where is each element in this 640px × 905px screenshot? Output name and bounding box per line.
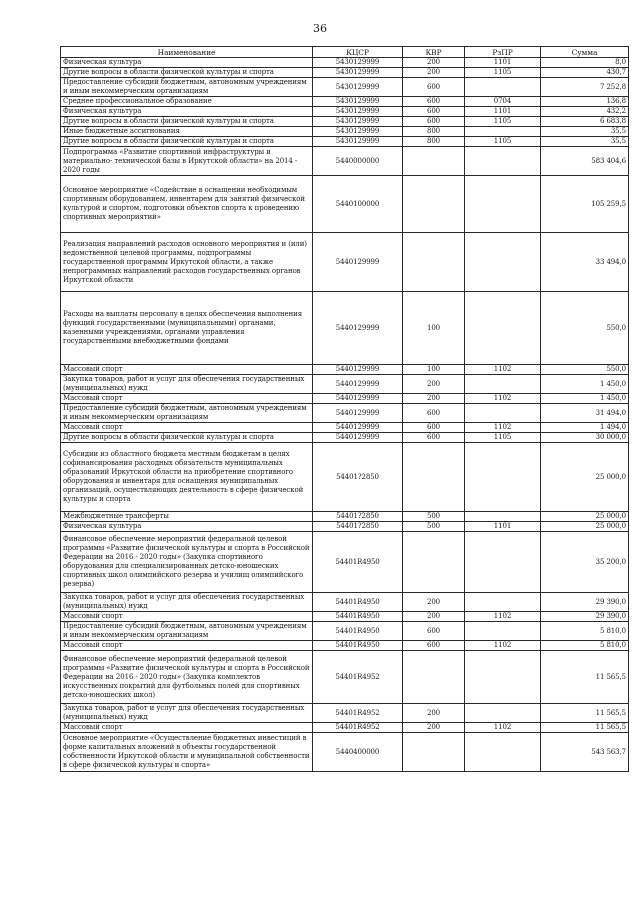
cell-kvr: 200 [403,612,465,622]
cell-name: Финансовое обеспечение мероприятий федеральной целевой программы «Развитие физической культуры и спорта в Российской Федерации на 2016 - 2020 годы» (Закупка комплектов искусственных покрытий для футбольных полей для спортивных детско-юношеских школ) [61,651,313,704]
cell-sum: 550,0 [541,292,629,365]
cell-rz [465,532,541,593]
cell-code: 54401R4950 [313,622,403,641]
cell-kvr: 200 [403,723,465,733]
cell-code: 5440129999 [313,292,403,365]
cell-rz: 1101 [465,58,541,68]
cell-rz: 1102 [465,641,541,651]
cell-code: 54401?2850 [313,512,403,522]
cell-rz: 1101 [465,107,541,117]
table-row [61,593,629,612]
cell-sum: 11 565,5 [541,651,629,704]
table-row [61,147,629,176]
table-row [61,375,629,394]
cell-sum: 30 000,0 [541,433,629,443]
cell-rz [465,733,541,772]
cell-kvr [403,651,465,704]
cell-sum: 35 200,0 [541,532,629,593]
table-row [61,723,629,733]
cell-sum: 25 000,0 [541,443,629,512]
cell-kvr: 200 [403,58,465,68]
cell-rz [465,292,541,365]
cell-code: 5430129999 [313,78,403,97]
cell-kvr: 500 [403,522,465,532]
budget-table [60,46,629,772]
cell-rz: 1102 [465,612,541,622]
table-row [61,512,629,522]
table-row [61,97,629,107]
cell-name: Другие вопросы в области физической культуры и спорта [61,68,313,78]
cell-rz: 1102 [465,365,541,375]
cell-rz [465,512,541,522]
table-row [61,58,629,68]
cell-sum: 1 494,0 [541,423,629,433]
cell-kvr: 500 [403,512,465,522]
cell-code: 5440129999 [313,375,403,394]
table-row [61,433,629,443]
cell-sum: 6 683,8 [541,117,629,127]
table-row [61,107,629,117]
table-row [61,292,629,365]
cell-kvr [403,147,465,176]
cell-rz: 0704 [465,97,541,107]
cell-name: Среднее профессиональное образование [61,97,313,107]
cell-code: 5440000000 [313,147,403,176]
cell-rz [465,233,541,292]
table-row [61,394,629,404]
cell-rz [465,704,541,723]
cell-name: Массовый спорт [61,423,313,433]
table-row [61,443,629,512]
cell-kvr: 600 [403,97,465,107]
cell-kvr [403,176,465,233]
cell-kvr: 200 [403,394,465,404]
cell-name: Закупка товаров, работ и услуг для обеспечения государственных (муниципальных) нужд [61,375,313,394]
cell-rz [465,443,541,512]
cell-name: Предоставление субсидий бюджетным, автономным учреждениям и иным некоммерческим организациям [61,622,313,641]
cell-sum: 583 404,6 [541,147,629,176]
cell-code: 5430129999 [313,127,403,137]
page-number: 36 [313,22,327,35]
cell-sum: 5 810,0 [541,622,629,641]
cell-kvr [403,733,465,772]
table-row [61,522,629,532]
cell-kvr: 600 [403,622,465,641]
cell-rz: 1105 [465,117,541,127]
cell-kvr: 600 [403,641,465,651]
cell-name: Массовый спорт [61,394,313,404]
cell-code: 5440129999 [313,404,403,423]
table-header-row [61,47,629,58]
cell-kvr [403,532,465,593]
cell-code: 54401R4952 [313,651,403,704]
cell-name: Предоставление субсидий бюджетным, автономным учреждениям и иным некоммерческим организациям [61,404,313,423]
cell-name: Субсидии из областного бюджета местным бюджетам в целях софинансирования расходных обязательств муниципальных образований Иркутской области на приобретение спортивного оборудования и инвентаря для оснащения муниципальных организаций, осуществляющих деятельность в сфере физической культуры и спорта [61,443,313,512]
cell-name: Реализация направлений расходов основного мероприятия и (или) ведомственной целевой программы, подпрограммы государственной программы Иркутской области, а также непрограммных направлений расходов государственных органов Иркутской области [61,233,313,292]
cell-sum: 11 565,5 [541,723,629,733]
cell-sum: 432,2 [541,107,629,117]
cell-code: 54401R4952 [313,723,403,733]
cell-rz: 1102 [465,423,541,433]
cell-name: Массовый спорт [61,612,313,622]
cell-code: 5440129999 [313,365,403,375]
cell-kvr: 200 [403,704,465,723]
cell-rz [465,147,541,176]
cell-code: 54401?2850 [313,443,403,512]
table-row [61,641,629,651]
cell-sum: 8,0 [541,58,629,68]
cell-sum: 33 494,0 [541,233,629,292]
cell-name: Предоставление субсидий бюджетным, автономным учреждениям и иным некоммерческим организациям [61,78,313,97]
table-row [61,532,629,593]
cell-code: 5430129999 [313,97,403,107]
cell-rz: 1102 [465,723,541,733]
cell-rz [465,404,541,423]
header-name: Наименование [61,47,313,58]
cell-sum: 1 450,0 [541,394,629,404]
cell-name: Финансовое обеспечение мероприятий федеральной целевой программы «Развитие физической культуры и спорта в Российской Федерации на 2016 - 2020 годы» (Закупка спортивного оборудования для специализированных детско-юношеских спортивных школ олимпийского резерва и училищ олимпийского резерва) [61,532,313,593]
cell-code: 5440129999 [313,423,403,433]
cell-kvr: 600 [403,107,465,117]
cell-name: Закупка товаров, работ и услуг для обеспечения государственных (муниципальных) нужд [61,593,313,612]
cell-code: 5440129999 [313,433,403,443]
table-row [61,733,629,772]
cell-rz [465,651,541,704]
table-row [61,117,629,127]
cell-name: Основное мероприятие «Содействие в оснащении необходимым спортивным оборудованием, инвентарем для занятий физической культурой и спортом, подготовки объектов спорта к проведению спортивных мероприятий» [61,176,313,233]
cell-name: Физическая культура [61,58,313,68]
cell-kvr: 600 [403,433,465,443]
cell-kvr: 100 [403,292,465,365]
cell-name: Основное мероприятие «Осуществление бюджетных инвестиций в форме капитальных вложений в объекты государственной собственности Иркутской области и муниципальной собственности в сфере физической культуры и спорта» [61,733,313,772]
table-row [61,651,629,704]
cell-kvr: 600 [403,423,465,433]
cell-kvr: 800 [403,137,465,147]
cell-code: 54401R4950 [313,532,403,593]
cell-rz [465,375,541,394]
cell-name: Межбюджетные трансферты [61,512,313,522]
cell-rz [465,622,541,641]
cell-code: 5430129999 [313,68,403,78]
cell-sum: 25 000,0 [541,512,629,522]
cell-kvr: 600 [403,78,465,97]
cell-rz: 1105 [465,68,541,78]
table-row [61,233,629,292]
cell-rz: 1105 [465,137,541,147]
cell-rz [465,78,541,97]
cell-code: 5430129999 [313,58,403,68]
cell-code: 5440400000 [313,733,403,772]
cell-name: Физическая культура [61,107,313,117]
cell-code: 5430129999 [313,137,403,147]
cell-sum: 7 252,8 [541,78,629,97]
cell-kvr: 600 [403,404,465,423]
cell-rz: 1101 [465,522,541,532]
cell-kvr [403,233,465,292]
table-row [61,137,629,147]
cell-name: Расходы на выплаты персоналу в целях обеспечения выполнения функций государственными (муниципальными) органами, казенными учреждениями, органами управления государственными внебюджетными фондами [61,292,313,365]
cell-code: 54401?2850 [313,522,403,532]
table-row [61,68,629,78]
cell-kvr [403,443,465,512]
cell-code: 5440129999 [313,394,403,404]
cell-kvr: 800 [403,127,465,137]
cell-code: 5440100000 [313,176,403,233]
cell-sum: 31 494,0 [541,404,629,423]
table-row [61,127,629,137]
table-row [61,423,629,433]
cell-name: Другие вопросы в области физической культуры и спорта [61,137,313,147]
cell-name: Иные бюджетные ассигнования [61,127,313,137]
cell-name: Закупка товаров, работ и услуг для обеспечения государственных (муниципальных) нужд [61,704,313,723]
cell-rz [465,127,541,137]
cell-name: Массовый спорт [61,365,313,375]
cell-sum: 1 450,0 [541,375,629,394]
table-row [61,622,629,641]
header-kvr: КВР [403,47,465,58]
cell-rz: 1105 [465,433,541,443]
cell-kvr: 200 [403,593,465,612]
cell-rz: 1102 [465,394,541,404]
cell-kvr: 100 [403,365,465,375]
cell-kvr: 200 [403,68,465,78]
cell-rz [465,593,541,612]
cell-code: 54401R4950 [313,593,403,612]
cell-sum: 29 390,0 [541,593,629,612]
header-code: КЦСР [313,47,403,58]
cell-kvr: 600 [403,117,465,127]
cell-code: 54401R4950 [313,641,403,651]
cell-code: 5440129999 [313,233,403,292]
header-rz: РзПР [465,47,541,58]
cell-rz [465,176,541,233]
cell-code: 5430129999 [313,117,403,127]
cell-code: 54401R4950 [313,612,403,622]
cell-code: 54401R4952 [313,704,403,723]
cell-sum: 35,5 [541,137,629,147]
cell-name: Другие вопросы в области физической культуры и спорта [61,433,313,443]
table-row [61,176,629,233]
table-row [61,365,629,375]
cell-sum: 430,7 [541,68,629,78]
cell-sum: 29 390,0 [541,612,629,622]
cell-kvr: 200 [403,375,465,394]
cell-name: Массовый спорт [61,723,313,733]
table-row [61,704,629,723]
cell-sum: 35,5 [541,127,629,137]
cell-sum: 5 810,0 [541,641,629,651]
table-row [61,404,629,423]
cell-name: Массовый спорт [61,641,313,651]
cell-name: Подпрограмма «Развитие спортивной инфраструктуры и материально- технической базы в Иркутской области» на 2014 - 2020 годы [61,147,313,176]
cell-sum: 11 565,5 [541,704,629,723]
cell-sum: 543 563,7 [541,733,629,772]
table-row [61,78,629,97]
cell-sum: 550,0 [541,365,629,375]
header-sum: Сумма [541,47,629,58]
cell-sum: 105 259,5 [541,176,629,233]
cell-code: 5430129999 [313,107,403,117]
cell-sum: 25 000,0 [541,522,629,532]
table-row [61,612,629,622]
cell-name: Физическая культура [61,522,313,532]
cell-name: Другие вопросы в области физической культуры и спорта [61,117,313,127]
cell-sum: 136,8 [541,97,629,107]
